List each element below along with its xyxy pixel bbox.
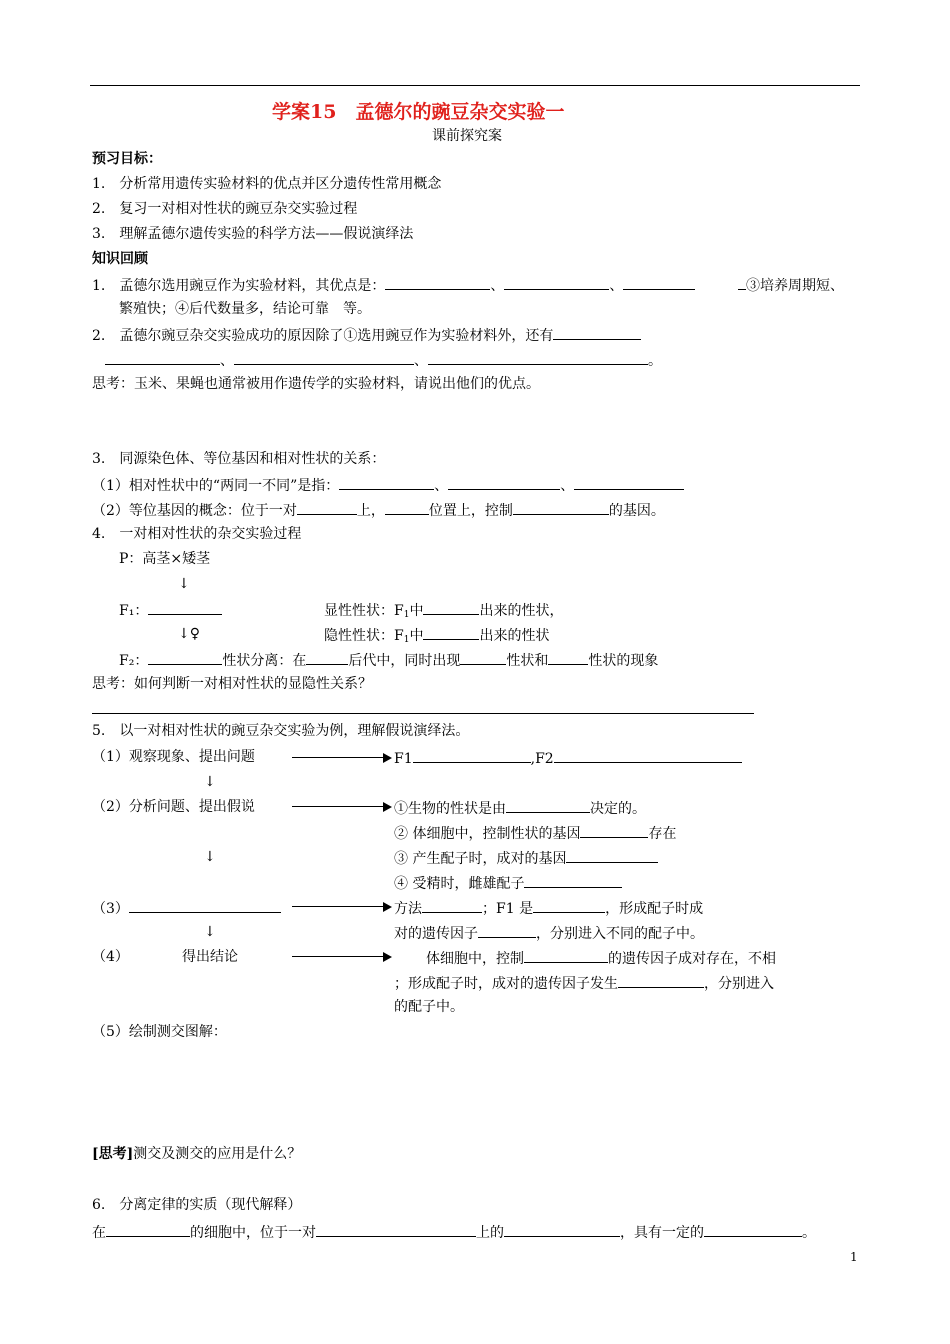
step-hypothesis: （2）分析问题、提出假说 [92,799,255,815]
answer-blank[interactable] [554,748,742,763]
dominant-text: 出来的性状， [479,603,564,619]
recessive-text: 出来的性状 [479,628,550,644]
answer-blank[interactable] [105,350,220,365]
review-q2-text: 2. 孟德尔豌豆杂交实验成功的原因除了①选用豌豆作为实验材料外，还有 [92,328,554,344]
answer-blank[interactable] [385,500,429,515]
dominant-text: 显性性状：F [324,603,404,619]
f2-text: 性状和 [506,653,549,669]
recessive-text: 隐性性状：F [324,628,404,644]
q6-heading: 6. 分离定律的实质（现代解释） [92,1197,302,1213]
review-heading: 知识回顾 [92,251,148,267]
review-q1-cont: 繁殖快；④后代数量多，结论可靠 等。 [119,301,371,317]
conclusion-text: ，分别进入 [704,976,774,992]
answer-blank[interactable] [423,600,479,615]
hypothesis-3 [394,848,658,868]
answer-blank[interactable] [385,275,490,290]
method-line1 [394,898,703,918]
conclusion-text: ；形成配子时，成对的遗传因子发生 [394,976,618,992]
answer-blank[interactable] [533,898,605,913]
conclusion-text: 体细胞中，控制 [426,951,524,967]
review-q2 [92,325,641,345]
hypothesis-4 [394,873,622,893]
preview-item: 2. 复习一对相对性状的豌豆杂交实验过程 [92,201,358,217]
q6-text: 的细胞中，位于一对 [190,1225,316,1241]
method-line2 [394,923,704,943]
q4-heading: 4. 一对相对性状的杂交实验过程 [92,526,302,542]
step-conclusion-label: 得出结论 [182,949,238,965]
answer-blank[interactable] [548,650,588,665]
f1-label: F₁： [119,603,149,619]
method-text: ，形成配子时成 [605,901,704,917]
answer-blank[interactable] [580,823,648,838]
answer-blank[interactable] [297,500,357,515]
f1-text: F1 [394,751,413,767]
answer-blank[interactable] [566,848,658,863]
answer-line[interactable] [92,713,754,714]
answer-blank[interactable] [623,275,695,290]
step-observe: （1）观察现象、提出问题 [92,749,255,765]
answer-blank[interactable] [448,475,560,490]
page-subtitle: 课前探究案 [432,128,502,144]
answer-blank[interactable] [738,275,746,290]
f2-label: F₂： [119,653,149,669]
answer-blank[interactable] [524,948,608,963]
f2-text: 性状的现象 [588,653,659,669]
answer-blank[interactable] [506,798,590,813]
answer-blank[interactable] [574,475,684,490]
f2-text: ,F2 [530,751,554,767]
answer-blank[interactable] [148,600,222,615]
think-materials: 思考：玉米、果蝇也通常被用作遗传学的实验材料，请说出他们的优点。 [92,376,540,392]
preview-heading: 预习目标： [92,151,162,167]
step-verify-label: （3） [92,901,129,917]
method-text: 对的遗传因子 [394,926,478,942]
arrow-icon [292,806,384,807]
answer-blank[interactable] [704,1222,802,1237]
down-arrow-icon: ↓ [204,849,216,865]
dominant-text: 中 [409,603,424,619]
arrow-icon [292,906,384,907]
conclusion-1 [426,948,776,968]
answer-blank[interactable] [524,873,622,888]
q3-line2-text: 的基因。 [608,503,665,519]
review-q1: 1. 孟德尔选用豌豆作为实验材料，其优点是： 、 、 [92,275,695,295]
q3-line1-text: （1）相对性状中的“两同一不同”是指： [92,478,340,494]
hypothesis-text: ③ 产生配子时，成对的基因 [394,851,567,867]
top-rule [90,85,860,86]
answer-blank[interactable] [618,973,704,988]
q6-line [92,1222,816,1242]
hypothesis-2 [394,823,676,843]
step-conclusion: （4） [92,949,129,965]
down-arrow-icon: ↓ [178,576,190,592]
conclusion-3: 的配子中。 [394,999,464,1015]
hypothesis-1 [394,798,646,818]
answer-blank[interactable] [553,325,641,340]
think-testcross-text: 测交及测交的应用是什么？ [133,1146,302,1162]
step-verify [92,898,281,918]
recessive-trait [324,625,549,649]
q3-line2-text: （2）等位基因的概念：位于一对 [92,503,297,519]
method-text: 方法 [394,901,422,917]
cross-p: P：高茎×矮茎 [119,551,211,567]
arrow-icon [292,956,384,957]
answer-blank[interactable] [422,898,482,913]
observe-result [394,748,742,768]
hypothesis-text: ①生物的性状是由 [394,801,506,817]
hypothesis-text: 决定的。 [590,801,646,817]
answer-blank[interactable] [316,1222,476,1237]
q5-heading: 5. 以一对相对性状的豌豆杂交实验为例，理解假说演绎法。 [92,723,470,739]
preview-item: 3. 理解孟德尔遗传实验的科学方法——假说演绎法 [92,226,414,242]
down-arrow-icon: ↓ [204,924,216,940]
q3-heading: 3. 同源染色体、等位基因和相对性状的关系： [92,451,386,467]
q6-text: 在 [92,1225,106,1241]
answer-blank[interactable] [423,625,479,640]
review-q1-text: 1. 孟德尔选用豌豆作为实验材料，其优点是： [92,278,386,294]
answer-blank[interactable] [504,1222,620,1237]
q3-line2-text: 位置上，控制 [428,503,513,519]
subscript: 1 [403,610,410,620]
q3-line2-text: 上， [356,503,385,519]
subscript: 1 [403,635,410,645]
step-testcross: （5）绘制测交图解： [92,1024,227,1040]
method-text: ，分别进入不同的配子中。 [536,926,704,942]
think-bracket: [思考] [92,1146,134,1162]
review-q2-blanks: 、 、 。 [105,350,662,370]
answer-blank[interactable] [513,500,609,515]
hypothesis-text: 存在 [648,826,677,842]
answer-blank[interactable] [306,650,348,665]
dominant-trait [324,600,563,624]
review-q1-tail-text: ③培养周期短、 [746,278,844,294]
f2-text: 性状分离：在 [222,653,307,669]
f2-text: 后代中，同时出现 [348,653,461,669]
cross-f1 [119,600,222,620]
page-number: 1 [850,1250,858,1264]
think-dominance: 思考：如何判断一对相对性状的显隐性关系？ [92,676,372,692]
self-cross-arrow-icon: ↓♀ [178,626,200,642]
conclusion-2 [394,973,774,993]
answer-blank[interactable] [339,475,434,490]
q6-text: 。 [802,1225,816,1241]
q6-text: 上的 [476,1225,504,1241]
hypothesis-text: ② 体细胞中，控制性状的基因 [394,826,581,842]
down-arrow-icon: ↓ [204,774,216,790]
cross-f2 [119,650,658,670]
answer-blank[interactable] [478,923,536,938]
answer-blank[interactable] [234,350,414,365]
preview-item: 1. 分析常用遗传实验材料的优点并区分遗传性常用概念 [92,176,442,192]
arrow-icon [292,757,384,758]
q3-line2 [92,500,665,520]
q3-line1: （1）相对性状中的“两同一不同”是指： 、 、 [92,475,684,495]
q6-text: ，具有一定的 [620,1225,704,1241]
answer-blank[interactable] [148,650,222,665]
answer-blank[interactable] [106,1222,190,1237]
method-text: ；F1 是 [482,901,534,917]
hypothesis-text: ④ 受精时，雌雄配子 [394,876,525,892]
answer-blank[interactable] [129,898,281,913]
recessive-text: 中 [409,628,424,644]
think-testcross [92,1145,301,1163]
answer-blank[interactable] [413,748,531,763]
page-title: 学案15 孟德尔的豌豆杂交实验一 [272,101,565,123]
answer-blank[interactable] [504,275,609,290]
answer-blank[interactable] [428,350,648,365]
answer-blank[interactable] [460,650,506,665]
conclusion-text: 的遗传因子成对存在，不相 [608,951,776,967]
review-q1-tail [738,275,844,295]
